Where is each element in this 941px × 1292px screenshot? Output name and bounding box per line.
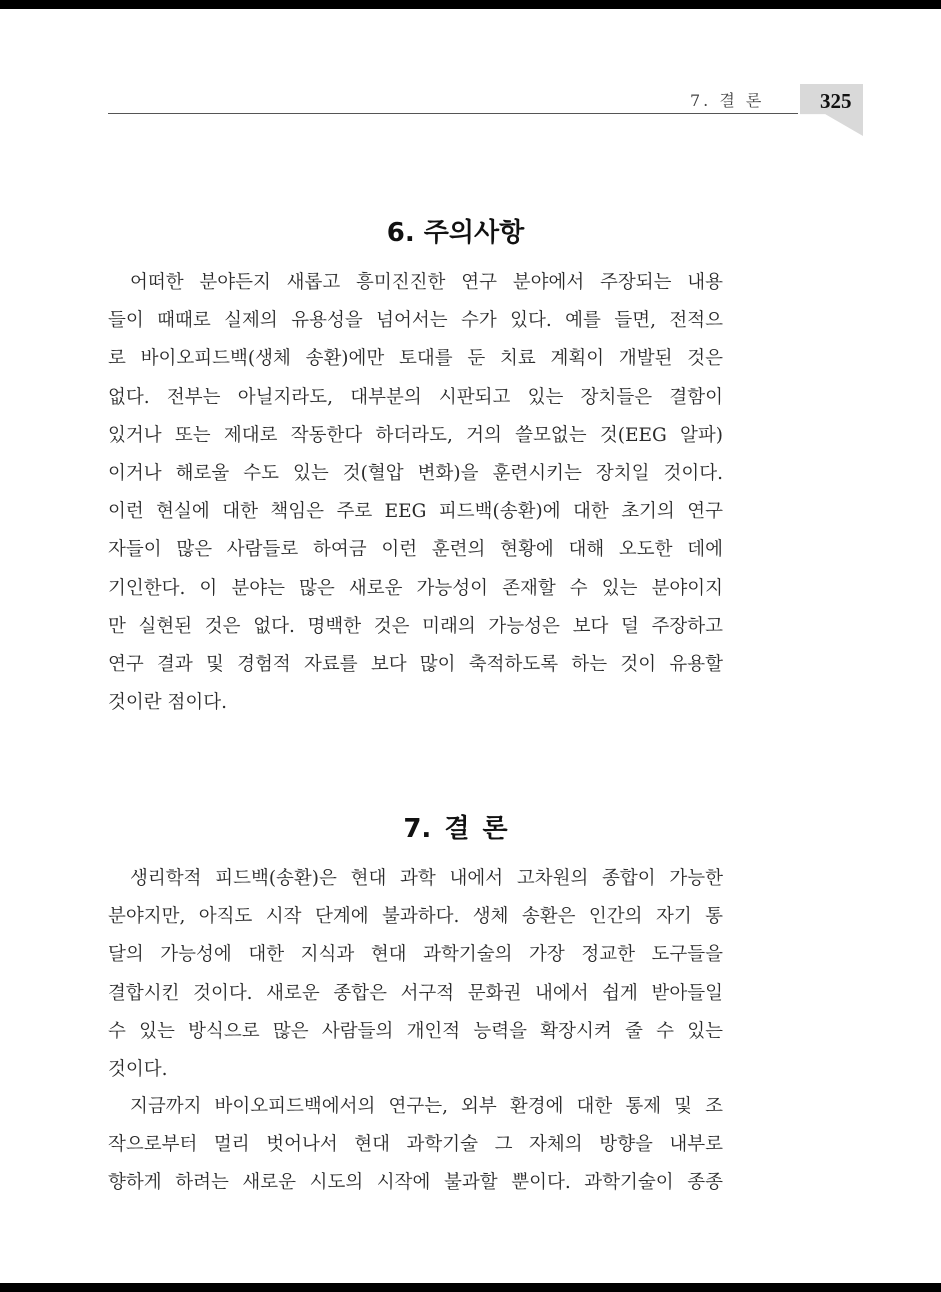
page-number: 325 [820,89,852,113]
text-line: 이거나 해로울 수도 있는 것(혈압 변화)을 훈련시키는 장치일 것이다. [108,463,723,485]
section-title-cautions: 6. 주의사항 [386,217,525,248]
text-line: 생리학적 피드백(송환)은 현대 과학 내에서 고차원의 종합이 가능한 [130,868,723,889]
text-line: 분야지만, 아직도 시작 단계에 불과하다. 생체 송환은 인간의 자기 통 [108,906,723,928]
running-head: 7. 결 론 [690,91,765,110]
text-line: 만 실현된 것은 없다. 명백한 것은 미래의 가능성은 보다 덜 주장하고 [108,615,723,637]
text-line: 있거나 또는 제대로 작동한다 하더라도, 거의 쓸모없는 것(EEG 알파) [108,424,723,446]
section-title-conclusion: 7. 결 론 [403,813,508,844]
text-line: 결합시킨 것이다. 새로운 종합은 서구적 문화권 내에서 쉽게 받아들일 [108,982,723,1004]
text-line: 달의 가능성에 대한 지식과 현대 과학기술의 가장 정교한 도구들을 [108,944,723,966]
top-border-bar [0,0,941,9]
text-line: 것이다. [108,1059,168,1081]
text-line: 작으로부터 멀리 벗어나서 현대 과학기술 그 자체의 방향을 내부로 [108,1134,723,1156]
text-line: 들이 때때로 실제의 유용성을 넘어서는 수가 있다. 예를 들면, 전적으 [108,310,723,332]
paragraph-cautions [108,264,723,722]
paragraph-conclusion-2 [108,1088,723,1203]
text-line: 어떠한 분야든지 새롭고 흥미진진한 연구 분야에서 주장되는 내용 [130,272,723,293]
header-rule [108,113,798,114]
text-line: 기인한다. 이 분야는 많은 새로운 가능성이 존재할 수 있는 분야이지 [108,577,723,599]
text-line: 자들이 많은 사람들로 하여금 이런 훈련의 현황에 대해 오도한 데에 [108,539,723,561]
text-line: 수 있는 방식으로 많은 사람들의 개인적 능력을 확장시켜 줄 수 있는 [108,1020,723,1042]
text-line: 로 바이오피드백(생체 송환)에만 토대를 둔 치료 계획이 개발된 것은 [108,348,723,370]
text-line: 향하게 하려는 새로운 시도의 시작에 불과할 뿐이다. 과학기술이 종종 [108,1172,723,1194]
bottom-border-bar [0,1283,941,1292]
text-line: 것이란 점이다. [108,692,227,714]
text-line: 연구 결과 및 경험적 자료를 보다 많이 축적하도록 하는 것이 유용할 [108,654,723,676]
text-line: 지금까지 바이오피드백에서의 연구는, 외부 환경에 대한 통제 및 조 [130,1096,723,1117]
text-line: 이런 현실에 대한 책임은 주로 EEG 피드백(송환)에 대한 초기의 연구 [108,501,723,523]
paragraph-conclusion-1 [108,860,723,1089]
text-line: 없다. 전부는 아닐지라도, 대부분의 시판되고 있는 장치들은 결함이 [108,386,723,408]
